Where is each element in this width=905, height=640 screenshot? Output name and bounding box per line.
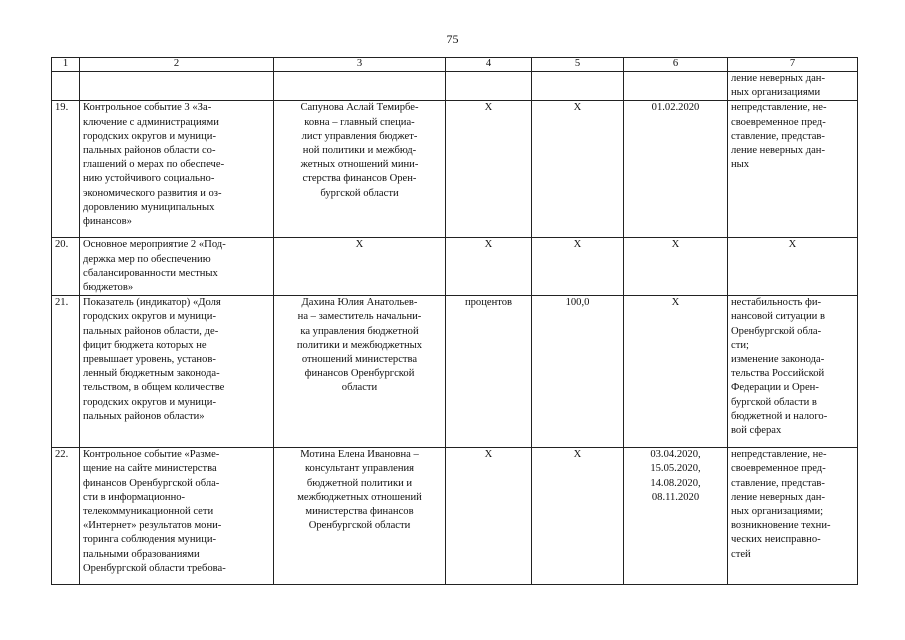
responsible-cell	[274, 72, 446, 101]
table-row	[52, 72, 858, 101]
value-cell: Х	[532, 448, 624, 585]
table-row	[52, 101, 858, 238]
column-header: 6	[624, 58, 728, 72]
table-row	[52, 296, 858, 448]
column-header: 3	[274, 58, 446, 72]
header-row	[52, 58, 858, 72]
row-number: 21.	[52, 296, 80, 448]
value-cell: 100,0	[532, 296, 624, 448]
date-cell: Х	[624, 238, 728, 296]
column-header: 1	[52, 58, 80, 72]
table-row	[52, 238, 858, 296]
responsible-cell: Мотина Елена Ивановна – консультант управления бюджетной политики и межбюджетных отношений министерства финансов Оренбургской области	[274, 448, 446, 585]
date-cell	[624, 72, 728, 101]
row-number: 19.	[52, 101, 80, 238]
table-row	[52, 448, 858, 585]
responsible-cell: Дахина Юлия Анатольев- на – заместитель начальни- ка управления бюджетной политики и межбюджетных отношений министерства финансов Оренбургской области	[274, 296, 446, 448]
column-header: 7	[728, 58, 858, 72]
unit-cell: Х	[446, 238, 532, 296]
column-header: 2	[80, 58, 274, 72]
unit-cell: Х	[446, 448, 532, 585]
value-cell: Х	[532, 238, 624, 296]
unit-cell: Х	[446, 101, 532, 238]
date-cell: 01.02.2020	[624, 101, 728, 238]
row-number: 22.	[52, 448, 80, 585]
value-cell	[532, 72, 624, 101]
event-cell: Контрольное событие 3 «За- ключение с администрациями городских округов и муници- пальных районов области со- глашений о мерах по обеспече- нию устойчивого социально- экономического развития и оз- доровлению муниципальных финансов»	[80, 101, 274, 238]
responsible-cell: Сапунова Аслай Темирбе- ковна – главный специа- лист управления бюджет- ной политики и межбюд- жетных отношений мини- стерства финансов Орен- бургской области	[274, 101, 446, 238]
risks-cell: нестабильность фи- нансовой ситуации в Оренбургской обла- сти; изменение законода- тельства Российской Федерации и Орен- бургской области в бюджетной и налого- вой сферах	[728, 296, 858, 448]
unit-cell: процентов	[446, 296, 532, 448]
event-cell: Основное мероприятие 2 «Под- держка мер по обеспечению сбалансированности местных бюджетов»	[80, 238, 274, 296]
responsible-cell: Х	[274, 238, 446, 296]
event-cell: Контрольное событие «Разме- щение на сайте министерства финансов Оренбургской обла- сти в информационно- телекоммуникационной сети «Интернет» результатов мони- торинга соблюдения муници- пальными образованиями Оренбургской области требова-	[80, 448, 274, 585]
date-cell: Х	[624, 296, 728, 448]
page-number: 75	[446, 32, 459, 46]
value-cell: Х	[532, 101, 624, 238]
event-cell: Показатель (индикатор) «Доля городских округов и муници- пальных районов области, де- фицит бюджета которых не превышает уровень, установ- ленный бюджетным законода- тельством, в общем количестве городских округов и муници- пальных районов области»	[80, 296, 274, 448]
date-cell: 03.04.2020, 15.05.2020, 14.08.2020, 08.11.2020	[624, 448, 728, 585]
risks-cell: непредставление, не- своевременное пред- ставление, представ- ление неверных дан- ных организациями; возникновение техни- ческих неисправно- стей	[728, 448, 858, 585]
risks-cell: непредставление, не- своевременное пред- ставление, представ- ление неверных дан- ных	[728, 101, 858, 238]
column-header: 5	[532, 58, 624, 72]
event-cell	[80, 72, 274, 101]
risks-cell: ление неверных дан- ных организациями	[728, 72, 858, 101]
row-number	[52, 72, 80, 101]
plan-table	[51, 57, 858, 585]
risks-cell: Х	[728, 238, 858, 296]
column-header: 4	[446, 58, 532, 72]
unit-cell	[446, 72, 532, 101]
row-number: 20.	[52, 238, 80, 296]
